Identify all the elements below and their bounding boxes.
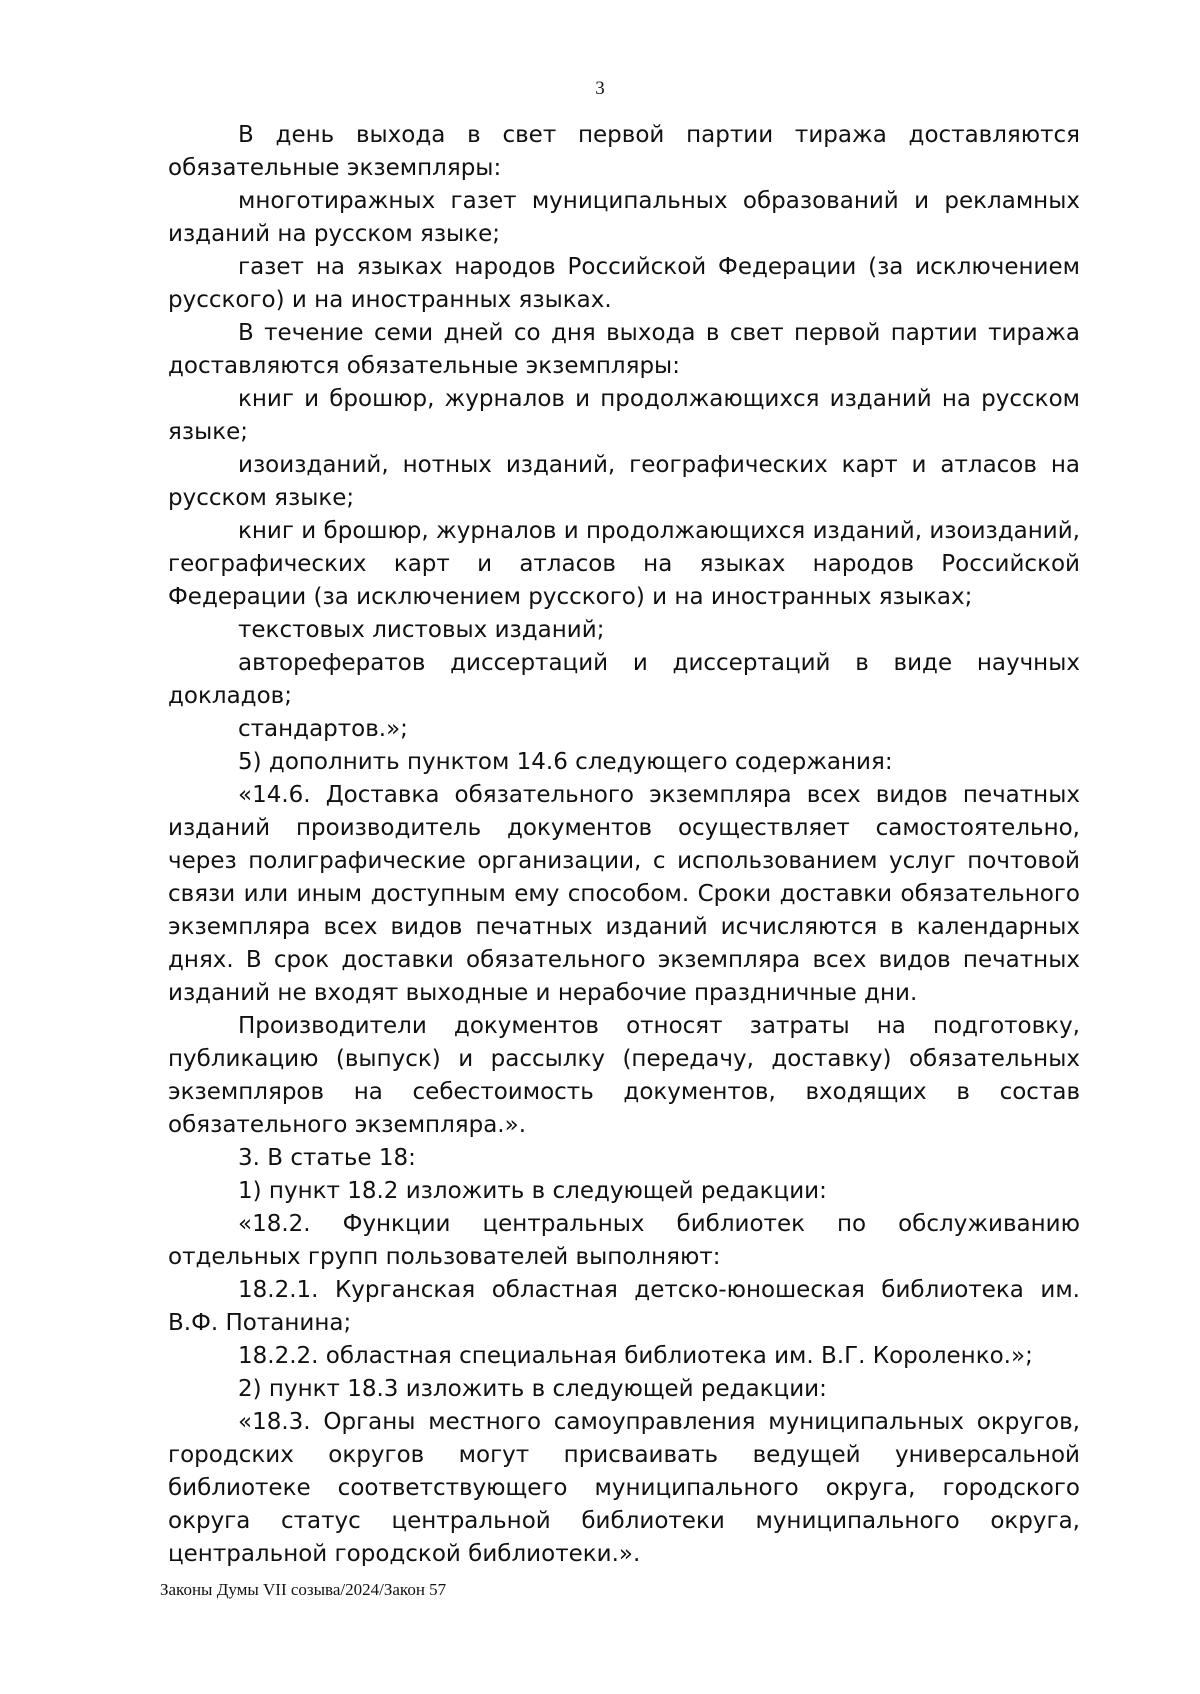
paragraph: «18.2. Функции центральных библиотек по обслуживанию отдельных групп пользователей выполняют: [168,1211,1080,1270]
paragraph: книг и брошюр, журналов и продолжающихся изданий на русском языке; [168,386,1080,445]
footer-reference: Законы Думы VII созыва/2024/Закон 57 [160,1580,447,1599]
document-body [168,119,1080,1571]
paragraph: В день выхода в свет первой партии тиража доставляются обязательные экземпляры: [168,122,1080,181]
paragraph: 3. В статье 18: [238,1145,416,1171]
paragraph: изоизданий, нотных изданий, географических карт и атласов на русском языке; [168,452,1080,511]
paragraph: 18.2.1. Курганская областная детско-юношеская библиотека им. В.Ф. Потанина; [168,1277,1080,1336]
paragraph: текстовых листовых изданий; [238,617,605,643]
paragraph: многотиражных газет муниципальных образований и рекламных изданий на русском языке; [168,188,1080,247]
paragraph: Производители документов относят затраты на подготовку, публикацию (выпуск) и рассылку (передачу, доставку) обязательных экземпляров на себестоимость документов, входящих в состав обязательного экземпляра.». [168,1013,1080,1138]
page-number: 3 [595,78,605,99]
paragraph: «18.3. Органы местного самоуправления муниципальных округов, городских округов могут присваивать ведущей универсальной библиотеке соответствующего муниципального округа, городского округа статус центральной библиотеки муниципального округа, центральной городской библиотеки.». [168,1409,1080,1567]
paragraph: стандартов.»; [238,716,408,742]
paragraph: В течение семи дней со дня выхода в свет первой партии тиража доставляются обязательные экземпляры: [168,320,1080,379]
paragraph: авторефератов диссертаций и диссертаций в виде научных докладов; [168,650,1080,709]
paragraph: газет на языках народов Российской Федерации (за исключением русского) и на иностранных языках. [168,254,1080,313]
paragraph: 1) пункт 18.2 изложить в следующей редакции: [238,1178,827,1204]
paragraph: 5) дополнить пунктом 14.6 следующего содержания: [238,749,893,775]
paragraph: книг и брошюр, журналов и продолжающихся изданий, изоизданий, географических карт и атласов на языках народов Российской Федерации (за исключением русского) и на иностранных языках; [168,518,1080,610]
paragraph: 18.2.2. областная специальная библиотека им. В.Г. Короленко.»; [238,1343,1033,1369]
paragraph: 2) пункт 18.3 изложить в следующей редакции: [238,1376,827,1402]
paragraph: «14.6. Доставка обязательного экземпляра всех видов печатных изданий производитель документов осуществляет самостоятельно, через полиграфические организации, с использованием услуг почтовой связи или иным доступным ему способом. Сроки доставки обязательного экземпляра всех видов печатных изданий исчисляются в календарных днях. В срок доставки обязательного экземпляра всех видов печатных изданий не входят выходные и нерабочие праздничные дни. [168,782,1080,1006]
